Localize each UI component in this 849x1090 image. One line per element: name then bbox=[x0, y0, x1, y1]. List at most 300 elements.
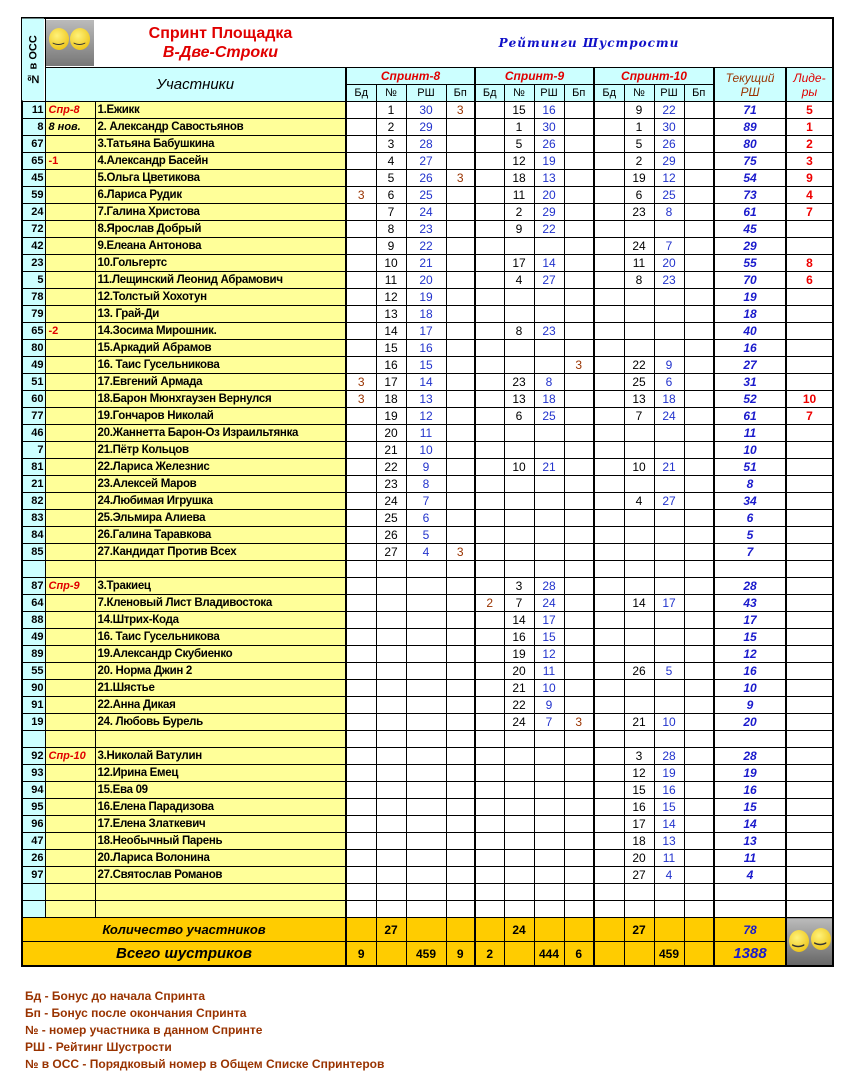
bonus-before-cell bbox=[475, 884, 504, 901]
bonus-before-cell bbox=[346, 612, 376, 629]
rating-cell bbox=[534, 850, 564, 867]
table-row bbox=[22, 748, 833, 765]
participant-name: 20. Норма Джин 2 bbox=[95, 663, 346, 680]
sprint-number-cell bbox=[624, 731, 654, 748]
bonus-after-cell bbox=[446, 850, 475, 867]
osc-number bbox=[22, 561, 45, 578]
bonus-before-cell bbox=[475, 408, 504, 425]
leader-rank-cell bbox=[786, 646, 833, 663]
sprint-number-cell bbox=[376, 612, 406, 629]
current-rating-cell: 10 bbox=[714, 680, 786, 697]
participant-name: 24. Любовь Бурель bbox=[95, 714, 346, 731]
bonus-before-cell bbox=[594, 765, 624, 782]
count-total-cell: 78 bbox=[714, 918, 786, 942]
sum-total-cell: 9 bbox=[346, 942, 376, 967]
table-row bbox=[22, 255, 833, 272]
participant-name bbox=[95, 884, 346, 901]
bonus-before-cell bbox=[594, 221, 624, 238]
sprint-number-cell bbox=[376, 816, 406, 833]
rating-cell bbox=[406, 765, 446, 782]
sprint-number-cell bbox=[504, 289, 534, 306]
rating-cell bbox=[534, 544, 564, 561]
bonus-after-cell bbox=[684, 221, 714, 238]
subcol-bd-header: Бд bbox=[475, 85, 504, 102]
bonus-before-cell bbox=[346, 493, 376, 510]
sprint-number-cell bbox=[624, 646, 654, 663]
bonus-before-cell bbox=[594, 663, 624, 680]
osc-number: 24 bbox=[22, 204, 45, 221]
rating-cell: 23 bbox=[534, 323, 564, 340]
sprint-tag bbox=[45, 170, 95, 187]
current-rating-cell: 12 bbox=[714, 646, 786, 663]
participant-name: 11.Лещинский Леонид Абрамович bbox=[95, 272, 346, 289]
rating-cell: 23 bbox=[406, 221, 446, 238]
participant-name: 23.Алексей Маров bbox=[95, 476, 346, 493]
bonus-before-cell bbox=[475, 697, 504, 714]
sprint-number-cell bbox=[504, 340, 534, 357]
sprint-number-cell bbox=[376, 765, 406, 782]
sprint-number-cell bbox=[624, 629, 654, 646]
bonus-after-cell bbox=[564, 884, 594, 901]
osc-number: 46 bbox=[22, 425, 45, 442]
sum-total-cell bbox=[624, 942, 654, 967]
participant-name: 20.Лариса Волонина bbox=[95, 850, 346, 867]
sprint-number-cell bbox=[376, 714, 406, 731]
leader-rank-cell bbox=[786, 459, 833, 476]
bonus-after-cell bbox=[446, 748, 475, 765]
table-row bbox=[22, 442, 833, 459]
bonus-after-cell bbox=[446, 799, 475, 816]
sprint-number-cell: 20 bbox=[624, 850, 654, 867]
sprint-tag bbox=[45, 697, 95, 714]
bonus-before-cell bbox=[346, 476, 376, 493]
sprint-number-cell: 21 bbox=[504, 680, 534, 697]
sprint-number-cell: 14 bbox=[504, 612, 534, 629]
sprint-tag bbox=[45, 663, 95, 680]
participant-name: 18.Необычный Парень bbox=[95, 833, 346, 850]
bonus-before-cell bbox=[594, 119, 624, 136]
sprint-number-cell: 25 bbox=[624, 374, 654, 391]
osc-number: 77 bbox=[22, 408, 45, 425]
current-rating-cell: 11 bbox=[714, 850, 786, 867]
bonus-after-cell bbox=[446, 612, 475, 629]
sprint-number-cell: 6 bbox=[624, 187, 654, 204]
rating-cell: 15 bbox=[654, 799, 684, 816]
bonus-after-cell bbox=[564, 391, 594, 408]
bonus-before-cell bbox=[594, 510, 624, 527]
rating-cell: 28 bbox=[406, 136, 446, 153]
rating-cell bbox=[534, 748, 564, 765]
bonus-before-cell bbox=[475, 731, 504, 748]
sprint-tag bbox=[45, 357, 95, 374]
sprint-number-cell: 8 bbox=[376, 221, 406, 238]
bonus-after-cell bbox=[446, 272, 475, 289]
sprint-tag bbox=[45, 272, 95, 289]
table-row bbox=[22, 510, 833, 527]
sprint-number-cell: 6 bbox=[376, 187, 406, 204]
sprint-tag bbox=[45, 561, 95, 578]
bonus-before-cell bbox=[346, 272, 376, 289]
sprint-number-cell bbox=[504, 493, 534, 510]
bonus-before-cell bbox=[346, 680, 376, 697]
sprint-number-cell bbox=[376, 561, 406, 578]
sprint-number-cell bbox=[624, 306, 654, 323]
sprint-number-cell: 3 bbox=[504, 578, 534, 595]
sprint-number-cell: 24 bbox=[504, 714, 534, 731]
bonus-after-cell bbox=[446, 255, 475, 272]
osc-number: 91 bbox=[22, 697, 45, 714]
sprint-number-cell: 22 bbox=[624, 357, 654, 374]
bonus-after-cell bbox=[446, 595, 475, 612]
leader-rank-cell bbox=[786, 765, 833, 782]
sprint-tag bbox=[45, 714, 95, 731]
rating-cell: 24 bbox=[534, 595, 564, 612]
leader-rank-cell bbox=[786, 697, 833, 714]
leader-rank-cell bbox=[786, 476, 833, 493]
rating-cell bbox=[534, 901, 564, 918]
participant-name: 3.Николай Ватулин bbox=[95, 748, 346, 765]
osc-number bbox=[22, 884, 45, 901]
rating-cell: 27 bbox=[534, 272, 564, 289]
osc-number: 83 bbox=[22, 510, 45, 527]
leader-rank-cell: 7 bbox=[786, 408, 833, 425]
bonus-after-cell bbox=[684, 272, 714, 289]
sprint-number-cell: 17 bbox=[376, 374, 406, 391]
bonus-before-cell bbox=[346, 816, 376, 833]
leader-rank-cell bbox=[786, 612, 833, 629]
rating-cell bbox=[534, 289, 564, 306]
current-rating-cell bbox=[714, 561, 786, 578]
rating-cell bbox=[406, 595, 446, 612]
rating-cell: 7 bbox=[534, 714, 564, 731]
bonus-before-cell bbox=[594, 289, 624, 306]
rating-cell bbox=[406, 646, 446, 663]
bonus-after-cell bbox=[564, 136, 594, 153]
sprint-number-cell: 5 bbox=[504, 136, 534, 153]
sprint-number-cell: 19 bbox=[504, 646, 534, 663]
sprint-tag bbox=[45, 765, 95, 782]
osc-number: 80 bbox=[22, 340, 45, 357]
bonus-after-cell bbox=[684, 323, 714, 340]
sum-total-cell: 459 bbox=[406, 942, 446, 967]
sprint-9-header: Спринт-9 bbox=[475, 68, 594, 85]
sprint-number-cell: 9 bbox=[376, 238, 406, 255]
bonus-before-cell bbox=[346, 663, 376, 680]
rating-cell bbox=[534, 816, 564, 833]
rating-cell bbox=[654, 612, 684, 629]
leader-rank-cell bbox=[786, 561, 833, 578]
sprint-number-cell bbox=[504, 357, 534, 374]
sprint-number-cell: 2 bbox=[624, 153, 654, 170]
current-rating-cell: 43 bbox=[714, 595, 786, 612]
bonus-before-cell bbox=[475, 629, 504, 646]
bonus-before-cell bbox=[594, 306, 624, 323]
bonus-before-cell bbox=[594, 697, 624, 714]
bonus-after-cell bbox=[684, 561, 714, 578]
participant-name: 16. Таис Гусельникова bbox=[95, 357, 346, 374]
sprint-number-cell bbox=[504, 544, 534, 561]
bonus-after-cell: 3 bbox=[446, 544, 475, 561]
rating-cell: 9 bbox=[654, 357, 684, 374]
rating-cell: 20 bbox=[654, 255, 684, 272]
sprint-number-cell bbox=[624, 697, 654, 714]
rating-cell bbox=[654, 680, 684, 697]
sprint-number-cell: 10 bbox=[376, 255, 406, 272]
bonus-after-cell bbox=[684, 884, 714, 901]
current-rating-cell: 16 bbox=[714, 663, 786, 680]
rating-cell: 11 bbox=[534, 663, 564, 680]
bonus-before-cell bbox=[594, 867, 624, 884]
sprint-number-cell bbox=[504, 561, 534, 578]
bonus-before-cell bbox=[475, 510, 504, 527]
table-row bbox=[22, 102, 833, 119]
bonus-before-cell bbox=[475, 765, 504, 782]
count-total-cell bbox=[346, 918, 376, 942]
sprint-number-cell: 3 bbox=[376, 136, 406, 153]
totals-row-count bbox=[22, 918, 833, 942]
title-block bbox=[95, 18, 346, 68]
table-row bbox=[22, 391, 833, 408]
rating-cell bbox=[654, 442, 684, 459]
current-rating-cell: 89 bbox=[714, 119, 786, 136]
osc-number: 49 bbox=[22, 629, 45, 646]
bonus-before-cell bbox=[346, 527, 376, 544]
current-rating-cell: 17 bbox=[714, 612, 786, 629]
current-rating-cell: 70 bbox=[714, 272, 786, 289]
bonus-after-cell bbox=[564, 340, 594, 357]
bonus-before-cell bbox=[475, 136, 504, 153]
rating-cell: 27 bbox=[406, 153, 446, 170]
bonus-after-cell bbox=[684, 578, 714, 595]
bonus-before-cell: 3 bbox=[346, 391, 376, 408]
osc-number: 11 bbox=[22, 102, 45, 119]
table-row bbox=[22, 544, 833, 561]
count-total-cell: 27 bbox=[376, 918, 406, 942]
bonus-after-cell bbox=[564, 306, 594, 323]
rating-cell bbox=[406, 799, 446, 816]
sprint-tag bbox=[45, 816, 95, 833]
leader-rank-cell bbox=[786, 833, 833, 850]
bonus-after-cell bbox=[446, 153, 475, 170]
sum-total-cell: 2 bbox=[475, 942, 504, 967]
rating-cell: 10 bbox=[534, 680, 564, 697]
leader-rank-cell: 9 bbox=[786, 170, 833, 187]
table-row bbox=[22, 238, 833, 255]
rating-cell: 20 bbox=[534, 187, 564, 204]
bonus-before-cell bbox=[594, 340, 624, 357]
bonus-before-cell bbox=[475, 493, 504, 510]
bonus-before-cell bbox=[475, 816, 504, 833]
bonus-after-cell bbox=[446, 782, 475, 799]
rating-cell: 23 bbox=[654, 272, 684, 289]
bonus-before-cell bbox=[475, 459, 504, 476]
bonus-before-cell bbox=[346, 255, 376, 272]
legend-item: РШ - Рейтинг Шустрости bbox=[25, 1040, 172, 1054]
rating-cell: 26 bbox=[654, 136, 684, 153]
bonus-after-cell bbox=[446, 510, 475, 527]
table-row bbox=[22, 153, 833, 170]
rating-cell bbox=[534, 425, 564, 442]
rating-cell: 21 bbox=[534, 459, 564, 476]
osc-number: 51 bbox=[22, 374, 45, 391]
participant-name: 15.Аркадий Абрамов bbox=[95, 340, 346, 357]
bonus-before-cell bbox=[475, 374, 504, 391]
sprint-number-cell: 15 bbox=[376, 340, 406, 357]
bonus-after-cell bbox=[564, 833, 594, 850]
bonus-after-cell bbox=[446, 238, 475, 255]
bonus-before-cell bbox=[475, 748, 504, 765]
leader-rank-cell bbox=[786, 850, 833, 867]
current-rating-cell bbox=[714, 884, 786, 901]
sprint-number-cell bbox=[504, 867, 534, 884]
current-rating-cell: 28 bbox=[714, 578, 786, 595]
rating-cell: 25 bbox=[406, 187, 446, 204]
participant-name: 18.Барон Мюнхгаузен Вернулся bbox=[95, 391, 346, 408]
sprint-8-header: Спринт-8 bbox=[346, 68, 475, 85]
bonus-before-cell bbox=[594, 782, 624, 799]
subcol-bp-header: Бп bbox=[446, 85, 475, 102]
rating-cell: 19 bbox=[406, 289, 446, 306]
bonus-before-cell bbox=[594, 595, 624, 612]
rating-cell bbox=[406, 697, 446, 714]
legend-item: № - номер участника в данном Спринте bbox=[25, 1023, 263, 1037]
rating-cell: 9 bbox=[534, 697, 564, 714]
bonus-before-cell bbox=[346, 306, 376, 323]
rating-cell bbox=[406, 714, 446, 731]
bonus-before-cell bbox=[346, 578, 376, 595]
bonus-after-cell bbox=[446, 680, 475, 697]
rating-cell: 22 bbox=[406, 238, 446, 255]
rating-cell bbox=[654, 561, 684, 578]
leader-rank-cell: 7 bbox=[786, 204, 833, 221]
title-line1: Спринт Площадка bbox=[148, 25, 293, 42]
bonus-after-cell bbox=[564, 374, 594, 391]
bonus-after-cell bbox=[564, 221, 594, 238]
bonus-before-cell bbox=[346, 340, 376, 357]
rating-cell bbox=[406, 629, 446, 646]
rating-cell: 28 bbox=[534, 578, 564, 595]
rating-cell bbox=[534, 833, 564, 850]
bonus-after-cell bbox=[446, 221, 475, 238]
rating-cell: 12 bbox=[654, 170, 684, 187]
current-rating-cell: 45 bbox=[714, 221, 786, 238]
osc-number: 78 bbox=[22, 289, 45, 306]
sprint-number-cell: 7 bbox=[376, 204, 406, 221]
participant-name: 22.Лариса Железнис bbox=[95, 459, 346, 476]
bonus-before-cell bbox=[475, 442, 504, 459]
bonus-after-cell bbox=[446, 442, 475, 459]
current-rating-cell: 31 bbox=[714, 374, 786, 391]
bonus-before-cell bbox=[594, 391, 624, 408]
sprint-number-cell bbox=[504, 527, 534, 544]
leader-rank-cell bbox=[786, 867, 833, 884]
sprint-number-cell: 27 bbox=[624, 867, 654, 884]
table-row bbox=[22, 459, 833, 476]
osc-number: 82 bbox=[22, 493, 45, 510]
osc-number: 49 bbox=[22, 357, 45, 374]
bonus-after-cell bbox=[446, 476, 475, 493]
sprint-number-cell: 20 bbox=[504, 663, 534, 680]
sprint-number-cell bbox=[504, 816, 534, 833]
participant-name: 25.Эльмира Алиева bbox=[95, 510, 346, 527]
bonus-before-cell bbox=[475, 544, 504, 561]
osc-number bbox=[22, 901, 45, 918]
rating-cell: 11 bbox=[654, 850, 684, 867]
rating-cell: 5 bbox=[406, 527, 446, 544]
bonus-before-cell bbox=[346, 289, 376, 306]
rating-cell bbox=[534, 238, 564, 255]
current-rating-cell: 71 bbox=[714, 102, 786, 119]
bonus-after-cell bbox=[684, 425, 714, 442]
bonus-before-cell bbox=[475, 527, 504, 544]
sprint-tag bbox=[45, 289, 95, 306]
bonus-before-cell: 3 bbox=[346, 374, 376, 391]
sprint-number-cell bbox=[624, 884, 654, 901]
participant-name: 6.Лариса Рудик bbox=[95, 187, 346, 204]
bonus-before-cell bbox=[346, 646, 376, 663]
bonus-after-cell bbox=[564, 425, 594, 442]
sprint-number-cell: 15 bbox=[504, 102, 534, 119]
leader-rank-cell bbox=[786, 221, 833, 238]
participant-name: 17.Евгений Армада bbox=[95, 374, 346, 391]
sprint-tag bbox=[45, 799, 95, 816]
bonus-after-cell bbox=[446, 697, 475, 714]
bonus-before-cell bbox=[475, 272, 504, 289]
rating-cell: 19 bbox=[534, 153, 564, 170]
bonus-after-cell bbox=[684, 238, 714, 255]
bonus-after-cell bbox=[446, 425, 475, 442]
rating-cell: 21 bbox=[406, 255, 446, 272]
count-total-cell bbox=[594, 918, 624, 942]
osc-number: 55 bbox=[22, 663, 45, 680]
rating-cell bbox=[534, 867, 564, 884]
sprint-number-cell bbox=[376, 867, 406, 884]
osc-number: 87 bbox=[22, 578, 45, 595]
participant-name: 21.Пётр Кольцов bbox=[95, 442, 346, 459]
subcol-rsh-header: РШ bbox=[406, 85, 446, 102]
sprint-number-cell: 7 bbox=[504, 595, 534, 612]
rating-cell: 18 bbox=[534, 391, 564, 408]
table-row bbox=[22, 595, 833, 612]
table-row bbox=[22, 357, 833, 374]
bonus-before-cell bbox=[594, 476, 624, 493]
subcol-no-header: № bbox=[504, 85, 534, 102]
sprint-number-cell: 26 bbox=[376, 527, 406, 544]
bonus-after-cell bbox=[564, 595, 594, 612]
sprint-number-cell bbox=[376, 680, 406, 697]
osc-number: 72 bbox=[22, 221, 45, 238]
sprint-number-cell: 5 bbox=[376, 170, 406, 187]
rating-cell: 26 bbox=[406, 170, 446, 187]
bonus-before-cell bbox=[594, 884, 624, 901]
osc-number: 67 bbox=[22, 136, 45, 153]
sprint-tag bbox=[45, 340, 95, 357]
bonus-before-cell bbox=[346, 884, 376, 901]
sum-total-cell bbox=[376, 942, 406, 967]
bonus-before-cell bbox=[475, 289, 504, 306]
rating-cell bbox=[406, 833, 446, 850]
leader-rank-cell bbox=[786, 493, 833, 510]
bonus-after-cell bbox=[684, 629, 714, 646]
table-row bbox=[22, 816, 833, 833]
bonus-after-cell bbox=[684, 646, 714, 663]
sprint-number-cell: 17 bbox=[504, 255, 534, 272]
bonus-after-cell bbox=[684, 391, 714, 408]
bonus-before-cell bbox=[475, 850, 504, 867]
bonus-after-cell bbox=[684, 748, 714, 765]
current-rating-cell: 10 bbox=[714, 442, 786, 459]
current-rating-cell: 61 bbox=[714, 408, 786, 425]
